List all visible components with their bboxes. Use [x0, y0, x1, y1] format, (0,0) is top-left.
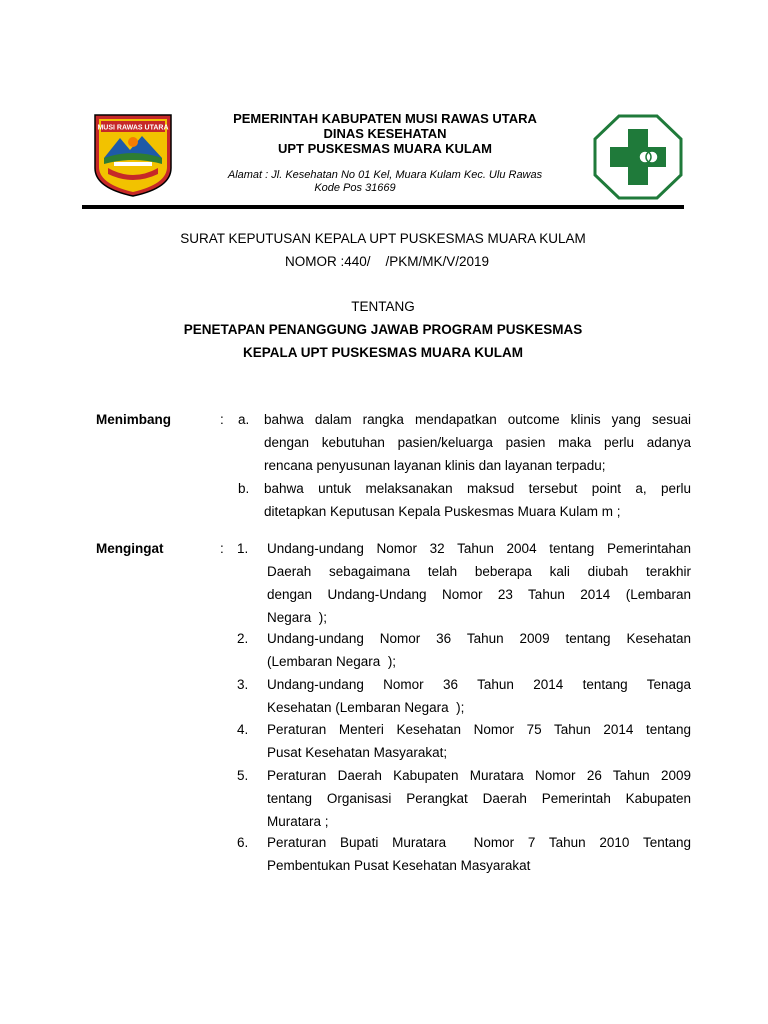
subject-line-1: PENETAPAN PENANGGUNG JAWAB PROGRAM PUSKESMAS	[183, 322, 583, 337]
mengingat-item-4: Peraturan Menteri Kesehatan Nomor 75 Tahun 2014 tentang Pusat Kesehatan Masyarakat;	[267, 722, 691, 760]
mengingat-item-5: Peraturan Daerah Kabupaten Muratara Nomor 26 Tahun 2009 tentang Organisasi Perangkat Daerah Pemerintah Kabupaten Muratara ;	[267, 768, 691, 829]
header-unit: UPT PUSKESMAS MUARA KULAM	[277, 141, 493, 156]
decree-number: NOMOR :440/ /PKM/MK/V/2019	[284, 254, 490, 269]
menimbang-marker-b: b.	[238, 481, 250, 496]
menimbang-label: Menimbang	[96, 412, 172, 427]
tentang-heading: TENTANG	[351, 299, 415, 314]
menimbang-item-b: bahwa untuk melaksanakan maksud tersebut point a, perlu ditetapkan Keputusan Kepala Puskesmas Muara Kulam m ;	[264, 481, 691, 519]
decree-title: SURAT KEPUTUSAN KEPALA UPT PUSKESMAS MUARA KULAM	[180, 231, 586, 246]
mengingat-item-1: Undang-undang Nomor 32 Tahun 2004 tentang Pemerintahan Daerah sebagaimana telah beberapa kali diubah terakhir dengan Undang-Undang Nomor 23 Tahun 2014 (Lembaran Negara );	[267, 541, 691, 625]
subject-line-2: KEPALA UPT PUSKESMAS MUARA KULAM	[243, 345, 523, 360]
mengingat-marker-3: 3.	[237, 677, 249, 692]
mengingat-item-3: Undang-undang Nomor 36 Tahun 2014 tentang Tenaga Kesehatan (Lembaran Negara );	[267, 677, 691, 715]
puskesmas-logo	[593, 113, 683, 201]
mengingat-marker-1: 1.	[237, 541, 249, 556]
header-department: DINAS KESEHATAN	[323, 126, 447, 141]
mengingat-marker-5: 5.	[237, 768, 249, 783]
header-postal-code: Kode Pos 31669	[314, 182, 396, 194]
menimbang-marker-a: a.	[238, 412, 250, 427]
mengingat-colon: :	[220, 541, 224, 556]
menimbang-colon: :	[220, 412, 224, 427]
menimbang-item-a: bahwa dalam rangka mendapatkan outcome klinis yang sesuai dengan kebutuhan pasien/keluarga pasien maka perlu adanya rencana penyusunan layanan klinis dan layanan terpadu;	[264, 412, 691, 473]
mengingat-label: Mengingat	[96, 541, 164, 556]
header-address: Alamat : Jl. Kesehatan No 01 Kel, Muara Kulam Kec. Ulu Rawas	[227, 169, 543, 181]
header-divider	[82, 205, 684, 209]
mengingat-item-6: Peraturan Bupati Muratara Nomor 7 Tahun 2010 Tentang Pembentukan Pusat Kesehatan Masyarakat	[267, 835, 691, 873]
mengingat-item-2: Undang-undang Nomor 36 Tahun 2009 tentang Kesehatan (Lembaran Negara );	[267, 631, 691, 669]
header-government: PEMERINTAH KABUPATEN MUSI RAWAS UTARA	[233, 111, 537, 126]
mengingat-marker-6: 6.	[237, 835, 249, 850]
mengingat-marker-4: 4.	[237, 722, 249, 737]
mengingat-marker-2: 2.	[237, 631, 249, 646]
crest-banner-text: MUSI RAWAS UTARA	[97, 124, 169, 132]
